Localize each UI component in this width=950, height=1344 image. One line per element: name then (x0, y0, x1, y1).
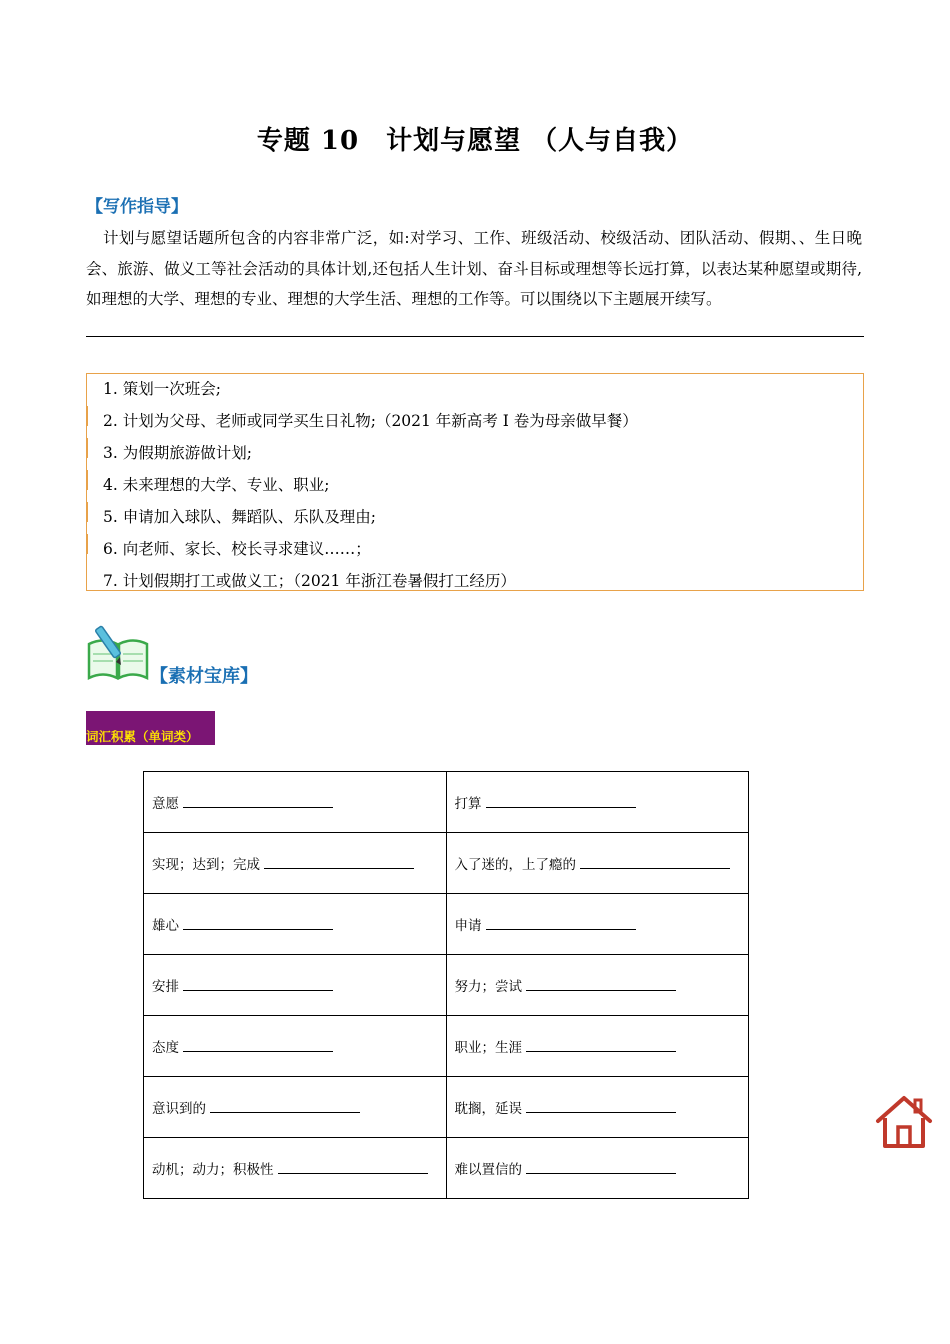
answer-blank[interactable] (264, 854, 414, 869)
vocab-cell (446, 1016, 749, 1077)
vocab-term: 入了迷的，上了瘾的 (454, 857, 576, 873)
table-row (144, 833, 749, 894)
topic-item: 7. 计划假期打工或做义工；（2021 年浙江卷暑假打工经历） (103, 572, 516, 590)
vocab-term: 意愿 (152, 796, 179, 812)
box-tick (863, 502, 865, 522)
vocab-cell (446, 1138, 749, 1199)
book-pencil-icon (86, 624, 150, 682)
answer-blank[interactable] (526, 1098, 676, 1113)
topic-item: 6. 向老师、家长、校长寻求建议……； (103, 540, 371, 558)
answer-blank[interactable] (183, 793, 333, 808)
answer-blank[interactable] (183, 976, 333, 991)
divider (86, 336, 864, 337)
box-tick (86, 502, 88, 522)
vocab-term: 安排 (152, 979, 179, 995)
answer-blank[interactable] (526, 976, 676, 991)
table-row (144, 1138, 749, 1199)
page-title: 专题 10 计划与愿望 （人与自我） (256, 126, 694, 156)
box-tick (86, 438, 88, 458)
answer-blank[interactable] (580, 854, 730, 869)
vocab-cell (144, 1077, 447, 1138)
topic-item: 1. 策划一次班会; (103, 380, 221, 398)
topic-item: 5. 申请加入球队、舞蹈队、乐队及理由; (103, 508, 376, 526)
answer-blank[interactable] (486, 793, 636, 808)
vocab-section-banner (86, 711, 215, 745)
vocab-table (143, 771, 749, 1199)
vocab-cell (446, 772, 749, 833)
vocab-term: 实现；达到；完成 (152, 857, 260, 873)
vocab-cell (144, 772, 447, 833)
table-row (144, 955, 749, 1016)
vocab-cell (446, 894, 749, 955)
vocab-cell (144, 1138, 447, 1199)
topic-item: 4. 未来理想的大学、专业、职业; (103, 476, 330, 494)
table-row (144, 1077, 749, 1138)
table-row (144, 772, 749, 833)
vocab-term: 意识到的 (152, 1101, 206, 1117)
vocab-term: 打算 (454, 796, 482, 812)
writing-guide-heading: 【写作指导】 (86, 197, 188, 217)
vocab-term: 申请 (454, 918, 482, 934)
vocab-cell (144, 1016, 447, 1077)
writing-guide-text: 计划与愿望话题所包含的内容非常广泛，如:对学习、工作、班级活动、校级活动、团队活动、假期、、生日晚会、旅游、做义工等社会活动的具体计划,还包括人生计划、奋斗目标或理想等长远打算，以表达某种愿望或期待,如理想的大学、理想的专业、理想的大学生活、理想的工作等。可以围绕以下主题展开续写。 (86, 229, 862, 308)
vocab-term: 动机；动力；积极性 (152, 1162, 274, 1178)
box-tick (863, 470, 865, 490)
answer-blank[interactable] (486, 915, 636, 930)
topic-item: 3. 为假期旅游做计划; (103, 444, 252, 462)
box-tick (863, 406, 865, 426)
vocab-cell (446, 955, 749, 1016)
vocab-cell (144, 955, 447, 1016)
vocab-term: 职业；生涯 (454, 1040, 522, 1056)
vocab-cell (144, 833, 447, 894)
vocab-section-label: 词汇积累（单词类） (86, 729, 199, 744)
box-tick (86, 470, 88, 490)
answer-blank[interactable] (183, 915, 333, 930)
box-tick (86, 534, 88, 554)
topic-list-box (86, 373, 864, 591)
table-row (144, 894, 749, 955)
vocab-term: 难以置信的 (454, 1162, 522, 1178)
answer-blank[interactable] (526, 1037, 676, 1052)
answer-blank[interactable] (278, 1159, 428, 1174)
vocab-term: 雄心 (152, 918, 179, 934)
vocab-term: 耽搁，延误 (454, 1101, 522, 1117)
vocab-cell (446, 833, 749, 894)
materials-heading: 【素材宝库】 (150, 666, 258, 687)
answer-blank[interactable] (526, 1159, 676, 1174)
answer-blank[interactable] (210, 1098, 360, 1113)
vocab-cell (446, 1077, 749, 1138)
box-tick (863, 534, 865, 554)
home-icon[interactable] (874, 1094, 934, 1150)
box-tick (86, 406, 88, 426)
topic-item: 2. 计划为父母、老师或同学买生日礼物;（2021 年新高考 I 卷为母亲做早餐） (103, 412, 638, 430)
table-row (144, 1016, 749, 1077)
vocab-term: 态度 (152, 1040, 179, 1056)
box-tick (863, 438, 865, 458)
answer-blank[interactable] (183, 1037, 333, 1052)
vocab-cell (144, 894, 447, 955)
vocab-term: 努力；尝试 (454, 979, 522, 995)
